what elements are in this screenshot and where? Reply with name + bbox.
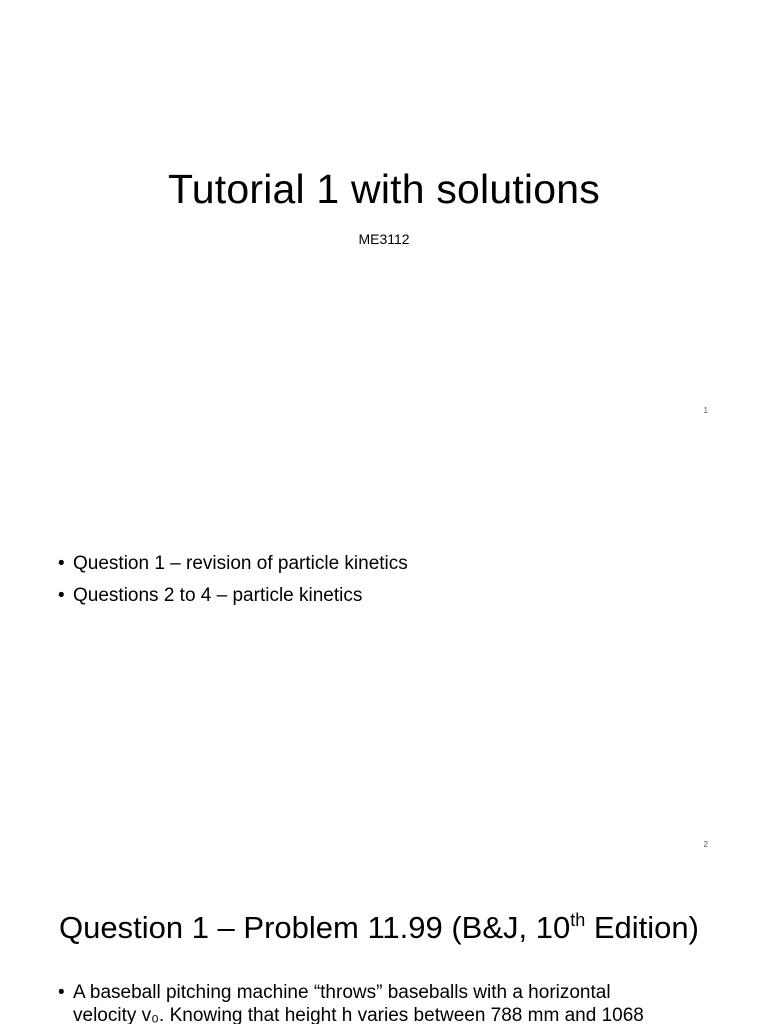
slide-question-1	[0, 868, 768, 1024]
list-item	[58, 548, 408, 580]
page-number: 2	[703, 840, 708, 849]
list-item	[58, 580, 408, 612]
question-body	[58, 981, 718, 1024]
slide-title	[0, 0, 768, 434]
bullet-icon: •	[58, 585, 65, 606]
question-text	[73, 981, 718, 1024]
question-line: A baseball pitching machine “throws” baseballs with a horizontal	[73, 982, 611, 1003]
list-item-text: Question 1 – revision of particle kinetics	[73, 553, 408, 574]
bullet-icon: •	[58, 553, 65, 574]
page-number: 1	[703, 406, 708, 415]
heading-text: Question 1 – Problem 11.99 (B&J, 10	[59, 910, 571, 945]
overview-list	[58, 548, 408, 612]
course-code: ME3112	[358, 231, 410, 247]
heading-superscript: th	[570, 910, 586, 930]
question-heading	[59, 910, 699, 946]
slide-overview	[0, 434, 768, 868]
list-item-text: Questions 2 to 4 – particle kinetics	[73, 585, 363, 606]
heading-text-end: Edition)	[585, 910, 699, 945]
question-line: velocity v₀. Knowing that height h varies between 788 mm and 1068	[73, 1005, 644, 1024]
presentation-title: Tutorial 1 with solutions	[168, 166, 600, 212]
bullet-icon: •	[58, 982, 65, 1003]
